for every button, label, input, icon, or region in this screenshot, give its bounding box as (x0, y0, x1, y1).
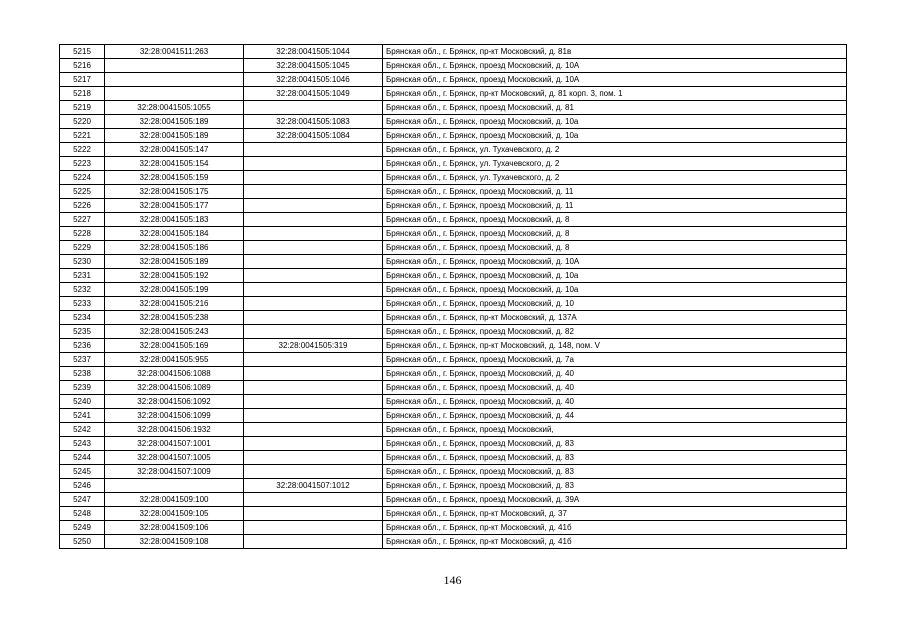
address-cell: Брянская обл., г. Брянск, проезд Московский, д. 8 (383, 213, 847, 227)
row-number-cell: 5231 (60, 269, 105, 283)
address-cell: Брянская обл., г. Брянск, проезд Московский, д. 83 (383, 479, 847, 493)
table-row (60, 185, 847, 199)
object-number-cell (244, 185, 383, 199)
object-number-cell: 32:28:0041505:1045 (244, 59, 383, 73)
object-number-cell (244, 521, 383, 535)
cadastral-number-cell: 32:28:0041505:186 (105, 241, 244, 255)
object-number-cell: 32:28:0041505:1049 (244, 87, 383, 101)
address-cell: Брянская обл., г. Брянск, ул. Тухачевского, д. 2 (383, 171, 847, 185)
row-number-cell: 5217 (60, 73, 105, 87)
object-number-cell (244, 507, 383, 521)
object-number-cell (244, 199, 383, 213)
row-number-cell: 5224 (60, 171, 105, 185)
object-number-cell (244, 255, 383, 269)
row-number-cell: 5232 (60, 283, 105, 297)
address-cell: Брянская обл., г. Брянск, пр-кт Московский, д. 148, пом. V (383, 339, 847, 353)
table-row (60, 115, 847, 129)
table-row (60, 395, 847, 409)
object-number-cell (244, 283, 383, 297)
object-number-cell (244, 493, 383, 507)
address-cell: Брянская обл., г. Брянск, пр-кт Московский, д. 41б (383, 521, 847, 535)
cadastral-number-cell: 32:28:0041507:1001 (105, 437, 244, 451)
row-number-cell: 5218 (60, 87, 105, 101)
object-number-cell (244, 311, 383, 325)
address-cell: Брянская обл., г. Брянск, пр-кт Московский, д. 37 (383, 507, 847, 521)
cadastral-number-cell (105, 73, 244, 87)
cadastral-number-cell: 32:28:0041509:105 (105, 507, 244, 521)
address-cell: Брянская обл., г. Брянск, проезд Московский, д. 11 (383, 185, 847, 199)
table-row (60, 535, 847, 549)
address-cell: Брянская обл., г. Брянск, пр-кт Московский, д. 137А (383, 311, 847, 325)
cadastral-number-cell: 32:28:0041505:199 (105, 283, 244, 297)
cadastral-number-cell: 32:28:0041505:238 (105, 311, 244, 325)
row-number-cell: 5235 (60, 325, 105, 339)
row-number-cell: 5237 (60, 353, 105, 367)
table-row (60, 45, 847, 59)
object-number-cell: 32:28:0041505:1084 (244, 129, 383, 143)
cadastral-number-cell: 32:28:0041506:1088 (105, 367, 244, 381)
address-cell: Брянская обл., г. Брянск, проезд Московский, (383, 423, 847, 437)
cadastral-number-cell: 32:28:0041505:184 (105, 227, 244, 241)
cadastral-number-cell: 32:28:0041505:177 (105, 199, 244, 213)
table-row (60, 465, 847, 479)
table-row (60, 339, 847, 353)
address-cell: Брянская обл., г. Брянск, проезд Московский, д. 82 (383, 325, 847, 339)
row-number-cell: 5227 (60, 213, 105, 227)
address-cell: Брянская обл., г. Брянск, проезд Московский, д. 83 (383, 465, 847, 479)
cadastral-number-cell: 32:28:0041505:216 (105, 297, 244, 311)
table-row (60, 451, 847, 465)
row-number-cell: 5238 (60, 367, 105, 381)
table-row (60, 157, 847, 171)
object-number-cell: 32:28:0041505:1046 (244, 73, 383, 87)
cadastral-table (59, 44, 847, 549)
object-number-cell (244, 325, 383, 339)
object-number-cell (244, 353, 383, 367)
row-number-cell: 5246 (60, 479, 105, 493)
table-row (60, 143, 847, 157)
row-number-cell: 5241 (60, 409, 105, 423)
object-number-cell: 32:28:0041505:1083 (244, 115, 383, 129)
object-number-cell (244, 437, 383, 451)
table-row (60, 171, 847, 185)
row-number-cell: 5248 (60, 507, 105, 521)
table-row (60, 297, 847, 311)
address-cell: Брянская обл., г. Брянск, проезд Московский, д. 10а (383, 129, 847, 143)
object-number-cell (244, 213, 383, 227)
table-row (60, 73, 847, 87)
row-number-cell: 5244 (60, 451, 105, 465)
cadastral-number-cell: 32:28:0041505:189 (105, 115, 244, 129)
table-row (60, 255, 847, 269)
row-number-cell: 5225 (60, 185, 105, 199)
cadastral-number-cell: 32:28:0041505:154 (105, 157, 244, 171)
table-row (60, 353, 847, 367)
table-row (60, 311, 847, 325)
row-number-cell: 5239 (60, 381, 105, 395)
row-number-cell: 5236 (60, 339, 105, 353)
cadastral-number-cell: 32:28:0041505:189 (105, 255, 244, 269)
row-number-cell: 5220 (60, 115, 105, 129)
table-row (60, 423, 847, 437)
object-number-cell (244, 535, 383, 549)
address-cell: Брянская обл., г. Брянск, пр-кт Московский, д. 81в (383, 45, 847, 59)
table-row (60, 493, 847, 507)
row-number-cell: 5240 (60, 395, 105, 409)
table-row (60, 129, 847, 143)
object-number-cell (244, 171, 383, 185)
address-cell: Брянская обл., г. Брянск, проезд Московский, д. 7а (383, 353, 847, 367)
address-cell: Брянская обл., г. Брянск, проезд Московский, д. 39А (383, 493, 847, 507)
object-number-cell (244, 451, 383, 465)
row-number-cell: 5234 (60, 311, 105, 325)
row-number-cell: 5222 (60, 143, 105, 157)
cadastral-number-cell: 32:28:0041505:1055 (105, 101, 244, 115)
cadastral-number-cell: 32:28:0041505:955 (105, 353, 244, 367)
address-cell: Брянская обл., г. Брянск, проезд Московский, д. 10а (383, 269, 847, 283)
table-row (60, 87, 847, 101)
row-number-cell: 5228 (60, 227, 105, 241)
row-number-cell: 5250 (60, 535, 105, 549)
address-cell: Брянская обл., г. Брянск, проезд Московский, д. 40 (383, 367, 847, 381)
cadastral-number-cell (105, 479, 244, 493)
table-row (60, 227, 847, 241)
row-number-cell: 5216 (60, 59, 105, 73)
cadastral-number-cell: 32:28:0041505:192 (105, 269, 244, 283)
cadastral-number-cell: 32:28:0041506:1099 (105, 409, 244, 423)
cadastral-number-cell: 32:28:0041506:1932 (105, 423, 244, 437)
table-row (60, 381, 847, 395)
address-cell: Брянская обл., г. Брянск, проезд Московский, д. 8 (383, 241, 847, 255)
address-cell: Брянская обл., г. Брянск, ул. Тухачевского, д. 2 (383, 157, 847, 171)
table-row (60, 283, 847, 297)
address-cell: Брянская обл., г. Брянск, проезд Московский, д. 40 (383, 395, 847, 409)
object-number-cell: 32:28:0041505:1044 (244, 45, 383, 59)
address-cell: Брянская обл., г. Брянск, проезд Московский, д. 10а (383, 283, 847, 297)
object-number-cell (244, 409, 383, 423)
table-row (60, 479, 847, 493)
cadastral-number-cell: 32:28:0041511:263 (105, 45, 244, 59)
table-row (60, 101, 847, 115)
table-row (60, 409, 847, 423)
row-number-cell: 5223 (60, 157, 105, 171)
row-number-cell: 5215 (60, 45, 105, 59)
address-cell: Брянская обл., г. Брянск, проезд Московский, д. 10 (383, 297, 847, 311)
cadastral-number-cell: 32:28:0041505:183 (105, 213, 244, 227)
address-cell: Брянская обл., г. Брянск, проезд Московский, д. 10а (383, 115, 847, 129)
row-number-cell: 5247 (60, 493, 105, 507)
object-number-cell (244, 227, 383, 241)
row-number-cell: 5221 (60, 129, 105, 143)
table-row (60, 241, 847, 255)
object-number-cell (244, 101, 383, 115)
address-cell: Брянская обл., г. Брянск, проезд Московский, д. 8 (383, 227, 847, 241)
row-number-cell: 5229 (60, 241, 105, 255)
address-cell: Брянская обл., г. Брянск, проезд Московский, д. 81 (383, 101, 847, 115)
page-number: 146 (443, 573, 462, 587)
cadastral-number-cell: 32:28:0041505:169 (105, 339, 244, 353)
table-row (60, 325, 847, 339)
object-number-cell (244, 241, 383, 255)
object-number-cell (244, 143, 383, 157)
cadastral-number-cell: 32:28:0041505:159 (105, 171, 244, 185)
cadastral-number-cell: 32:28:0041507:1009 (105, 465, 244, 479)
object-number-cell (244, 157, 383, 171)
table-row (60, 269, 847, 283)
address-cell: Брянская обл., г. Брянск, проезд Московский, д. 10А (383, 59, 847, 73)
table-row (60, 199, 847, 213)
address-cell: Брянская обл., г. Брянск, проезд Московский, д. 10А (383, 255, 847, 269)
table-row (60, 367, 847, 381)
address-cell: Брянская обл., г. Брянск, ул. Тухачевского, д. 2 (383, 143, 847, 157)
address-cell: Брянская обл., г. Брянск, проезд Московский, д. 11 (383, 199, 847, 213)
cadastral-number-cell (105, 59, 244, 73)
object-number-cell: 32:28:0041507:1012 (244, 479, 383, 493)
row-number-cell: 5245 (60, 465, 105, 479)
cadastral-number-cell: 32:28:0041509:100 (105, 493, 244, 507)
cadastral-number-cell: 32:28:0041509:106 (105, 521, 244, 535)
object-number-cell (244, 395, 383, 409)
table-row (60, 213, 847, 227)
cadastral-number-cell: 32:28:0041505:243 (105, 325, 244, 339)
address-cell: Брянская обл., г. Брянск, проезд Московский, д. 44 (383, 409, 847, 423)
address-cell: Брянская обл., г. Брянск, проезд Московский, д. 83 (383, 437, 847, 451)
row-number-cell: 5219 (60, 101, 105, 115)
address-cell: Брянская обл., г. Брянск, пр-кт Московский, д. 81 корп. 3, пом. 1 (383, 87, 847, 101)
row-number-cell: 5230 (60, 255, 105, 269)
table-row (60, 59, 847, 73)
object-number-cell (244, 297, 383, 311)
object-number-cell (244, 423, 383, 437)
object-number-cell (244, 367, 383, 381)
cadastral-number-cell: 32:28:0041506:1092 (105, 395, 244, 409)
cadastral-number-cell: 32:28:0041505:189 (105, 129, 244, 143)
table-row (60, 507, 847, 521)
address-cell: Брянская обл., г. Брянск, пр-кт Московский, д. 41б (383, 535, 847, 549)
row-number-cell: 5226 (60, 199, 105, 213)
row-number-cell: 5249 (60, 521, 105, 535)
row-number-cell: 5233 (60, 297, 105, 311)
address-cell: Брянская обл., г. Брянск, проезд Московский, д. 83 (383, 451, 847, 465)
object-number-cell (244, 465, 383, 479)
table-row (60, 437, 847, 451)
cadastral-number-cell: 32:28:0041506:1089 (105, 381, 244, 395)
cadastral-number-cell: 32:28:0041509:108 (105, 535, 244, 549)
object-number-cell (244, 381, 383, 395)
row-number-cell: 5242 (60, 423, 105, 437)
table-row (60, 521, 847, 535)
cadastral-number-cell: 32:28:0041505:147 (105, 143, 244, 157)
address-cell: Брянская обл., г. Брянск, проезд Московский, д. 40 (383, 381, 847, 395)
table-body (60, 45, 847, 549)
cadastral-number-cell (105, 87, 244, 101)
object-number-cell (244, 269, 383, 283)
row-number-cell: 5243 (60, 437, 105, 451)
cadastral-number-cell: 32:28:0041507:1005 (105, 451, 244, 465)
cadastral-number-cell: 32:28:0041505:175 (105, 185, 244, 199)
object-number-cell: 32:28:0041505:319 (244, 339, 383, 353)
address-cell: Брянская обл., г. Брянск, проезд Московский, д. 10А (383, 73, 847, 87)
